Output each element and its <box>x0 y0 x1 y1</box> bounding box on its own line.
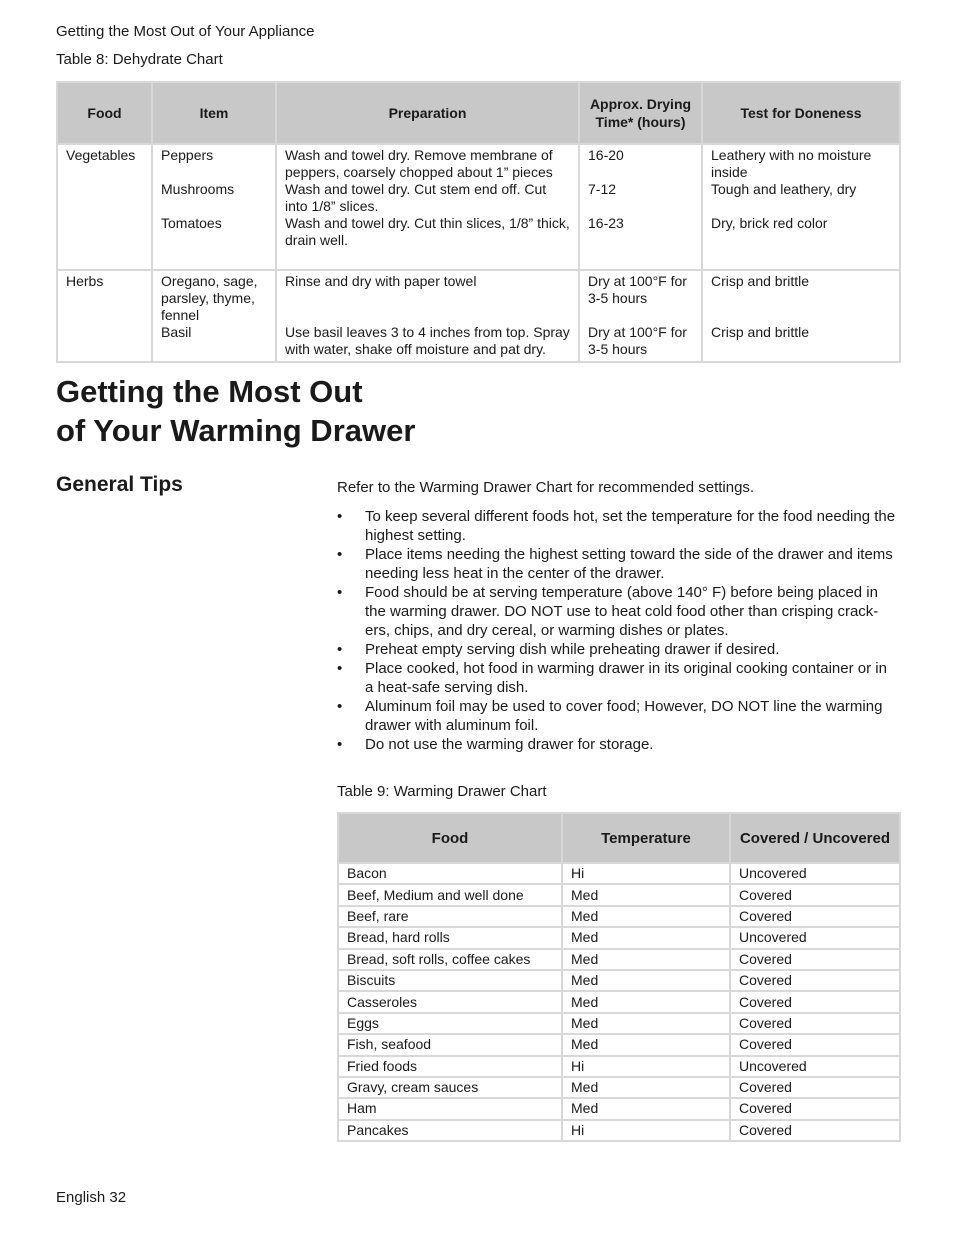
cover-cell: Uncovered <box>730 863 900 884</box>
item-cell: Mushrooms <box>161 181 235 197</box>
food-cell: Gravy, cream sauces <box>338 1077 562 1098</box>
bullet-icon: • <box>337 660 343 677</box>
cover-cell: Covered <box>730 1034 900 1055</box>
food-category: Herbs <box>66 273 104 289</box>
table-row <box>338 863 900 884</box>
preparation-cell: Wash and towel dry. Cut stem end off. Cut into 1/8” slices. <box>285 181 547 214</box>
bullet-icon: • <box>337 736 343 753</box>
temperature-cell: Med <box>562 949 730 970</box>
doneness-cell: Tough and leathery, dry <box>711 181 857 197</box>
table-body <box>338 863 900 1141</box>
running-header: Getting the Most Out of Your Appliance <box>56 23 315 40</box>
item-cell: Peppers <box>161 147 214 163</box>
food-cell: Fried foods <box>338 1056 562 1077</box>
bullet-icon: • <box>337 546 343 563</box>
cover-cell: Covered <box>730 1120 900 1141</box>
drying-time-cell: Dry at 100°F for 3-5 hours <box>588 324 687 357</box>
bullet-icon: • <box>337 698 343 715</box>
temperature-cell: Hi <box>562 1056 730 1077</box>
table-caption: Table 9: Warming Drawer Chart <box>337 783 547 800</box>
cover-cell: Covered <box>730 970 900 991</box>
column-header: Preparation <box>276 82 579 144</box>
list-item <box>337 545 899 583</box>
temperature-cell: Med <box>562 927 730 948</box>
cover-cell: Covered <box>730 1098 900 1119</box>
cover-cell: Uncovered <box>730 927 900 948</box>
table-row <box>338 970 900 991</box>
item-cell: Basil <box>161 324 192 340</box>
food-cell: Pancakes <box>338 1120 562 1141</box>
food-cell: Fish, seafood <box>338 1034 562 1055</box>
warming-drawer-chart-table <box>337 812 901 1142</box>
doneness-cell: Leathery with no moisture inside <box>711 147 872 180</box>
item-cell: Oregano, sage, parsley, thyme, fennel <box>161 273 258 323</box>
food-cell: Biscuits <box>338 970 562 991</box>
tip-text: Preheat empty serving dish while preheating drawer if desired. <box>365 641 780 658</box>
table-row <box>57 144 900 270</box>
intro-text: Refer to the Warming Drawer Chart for recommended settings. <box>337 479 755 496</box>
table-header-row <box>338 813 900 863</box>
preparation-cell: Wash and towel dry. Cut thin slices, 1/8” thick, drain well. <box>285 215 570 248</box>
table-row <box>338 1098 900 1119</box>
drying-time-cell: Dry at 100°F for 3-5 hours <box>588 273 687 306</box>
table-header-row <box>57 82 900 144</box>
food-cell: Casseroles <box>338 991 562 1012</box>
table-row <box>338 906 900 927</box>
table-row <box>338 1120 900 1141</box>
doneness-cell: Crisp and brittle <box>711 324 810 340</box>
temperature-cell: Med <box>562 1034 730 1055</box>
column-header: Covered / Uncovered <box>730 813 900 863</box>
cover-cell: Uncovered <box>730 1056 900 1077</box>
column-header: Food <box>57 82 152 144</box>
table-row <box>338 1034 900 1055</box>
food-cell: Bread, hard rolls <box>338 927 562 948</box>
table-row <box>338 884 900 905</box>
list-item <box>337 583 899 640</box>
cover-cell: Covered <box>730 884 900 905</box>
tip-text: To keep several different foods hot, set the temperature for the food needing the highest setting. <box>365 508 896 544</box>
cover-cell: Covered <box>730 1013 900 1034</box>
column-header: Approx. Drying Time* (hours) <box>579 82 702 144</box>
cover-cell: Covered <box>730 949 900 970</box>
table-row <box>338 991 900 1012</box>
temperature-cell: Med <box>562 991 730 1012</box>
food-cell: Eggs <box>338 1013 562 1034</box>
cover-cell: Covered <box>730 1077 900 1098</box>
subsection-title: General Tips <box>56 473 183 496</box>
food-cell: Beef, rare <box>338 906 562 927</box>
list-item <box>337 640 899 659</box>
column-header: Food <box>338 813 562 863</box>
tip-text: Food should be at serving temperature (above 140° F) before being placed in the warming drawer. DO NOT use to heat cold food other than crisping crack-ers, chips, and dry cereal, or warming dishes or plates. <box>365 584 879 639</box>
drying-time-cell: 16-20 <box>588 147 624 163</box>
food-cell: Bread, soft rolls, coffee cakes <box>338 949 562 970</box>
tips-list <box>337 507 899 754</box>
column-header: Test for Doneness <box>702 82 900 144</box>
doneness-cell: Dry, brick red color <box>711 215 828 231</box>
doneness-cell: Crisp and brittle <box>711 273 810 289</box>
table-caption: Table 8: Dehydrate Chart <box>56 51 223 68</box>
food-category: Vegetables <box>66 147 136 163</box>
tip-text: Place cooked, hot food in warming drawer in its original cooking container or in a heat-safe serving dish. <box>365 660 887 696</box>
temperature-cell: Med <box>562 1013 730 1034</box>
tip-text: Place items needing the highest setting toward the side of the drawer and items needing less heat in the center of the drawer. <box>365 546 893 582</box>
food-cell: Bacon <box>338 863 562 884</box>
table-row <box>338 1077 900 1098</box>
food-cell: Ham <box>338 1098 562 1119</box>
temperature-cell: Med <box>562 884 730 905</box>
tip-text: Do not use the warming drawer for storage. <box>365 736 654 753</box>
preparation-cell: Wash and towel dry. Remove membrane of peppers, coarsely chopped about 1” pieces <box>285 147 553 180</box>
page-footer: English 32 <box>56 1189 127 1206</box>
list-item <box>337 735 899 754</box>
bullet-icon: • <box>337 584 343 601</box>
drying-time-cell: 16-23 <box>588 215 624 231</box>
list-item <box>337 659 899 697</box>
tip-text: Aluminum foil may be used to cover food; However, DO NOT line the warming drawer with aluminum foil. <box>365 698 883 734</box>
column-header: Temperature <box>562 813 730 863</box>
cover-cell: Covered <box>730 991 900 1012</box>
cover-cell: Covered <box>730 906 900 927</box>
table-row <box>57 270 900 362</box>
section-title <box>56 372 415 450</box>
list-item <box>337 507 899 545</box>
table-row <box>338 1056 900 1077</box>
section-title-line: Getting the Most Out <box>56 374 363 409</box>
food-cell: Beef, Medium and well done <box>338 884 562 905</box>
temperature-cell: Med <box>562 1077 730 1098</box>
drying-time-cell: 7-12 <box>588 181 617 197</box>
temperature-cell: Hi <box>562 863 730 884</box>
table-row <box>338 949 900 970</box>
temperature-cell: Hi <box>562 1120 730 1141</box>
preparation-cell: Use basil leaves 3 to 4 inches from top. Spray with water, shake off moisture and pat dry. <box>285 324 570 357</box>
table-row <box>338 1013 900 1034</box>
bullet-icon: • <box>337 641 343 658</box>
temperature-cell: Med <box>562 970 730 991</box>
column-header: Item <box>152 82 276 144</box>
dehydrate-chart-table <box>56 81 901 363</box>
bullet-icon: • <box>337 508 343 525</box>
temperature-cell: Med <box>562 906 730 927</box>
item-cell: Tomatoes <box>161 215 222 231</box>
section-title-line: of Your Warming Drawer <box>56 413 416 448</box>
preparation-cell: Rinse and dry with paper towel <box>285 273 477 289</box>
table-row <box>338 927 900 948</box>
temperature-cell: Med <box>562 1098 730 1119</box>
list-item <box>337 697 899 735</box>
